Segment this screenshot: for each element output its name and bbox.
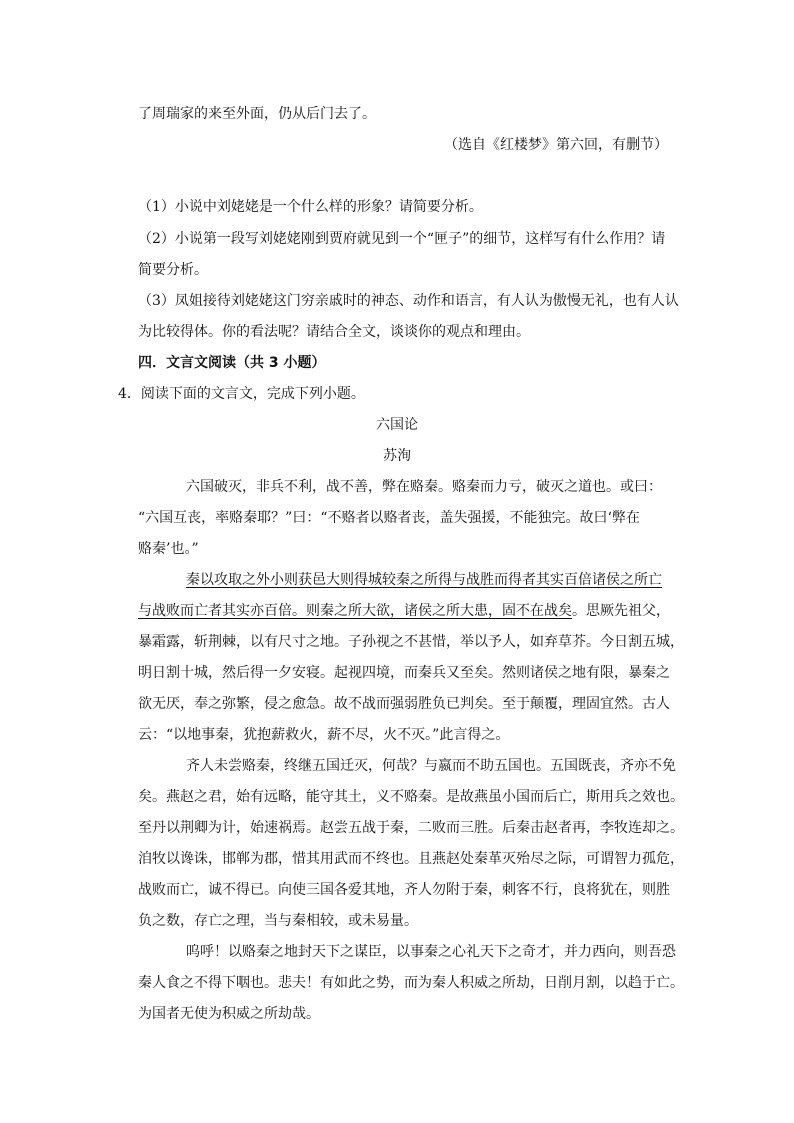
p2-line: 云：“以地事秦，犹抱薪救火，薪不尽，火不灭。”此言得之。 (138, 727, 510, 743)
question-2-line-1: （2）小说第一段写刘姥姥刚到贾府就见到一个“匣子”的细节，这样写有什么作用？请 (138, 231, 666, 247)
p1-line: 六国破灭，非兵不利，战不善，弊在赂秦。赂秦而力亏，破灭之道也。或曰： (186, 479, 662, 495)
p3-line: 战败而亡，诚不得已。向使三国各爱其地，齐人勿附于秦，刺客不行，良将犹在，则胜 (138, 882, 670, 898)
question-2-line-2: 简要分析。 (138, 262, 208, 278)
p2-underlined-line: 秦以攻取之外小则获邑大则得城较秦之所得与战胜而得者其实百倍诸侯之所亡 (186, 572, 662, 588)
p3-line: 至丹以荆卿为计，始速祸焉。赵尝五战于秦，二败而三胜。后秦击赵者再，李牧连却之。 (138, 820, 684, 836)
p3-line: 齐人未尝赂秦，终继五国迁灭，何哉？与嬴而不助五国也。五国既丧，齐亦不免 (186, 758, 676, 774)
p2-line: 明日割十城，然后得一夕安寝。起视四境，而秦兵又至矣。然则诸侯之地有限，暴秦之 (138, 665, 670, 681)
essay-author: 苏洵 (383, 448, 411, 464)
p2-line: 暴霜露，斩荆棘，以有尺寸之地。子孙视之不甚惜，举以予人，如弃草芥。今日割五城， (138, 634, 684, 650)
question-3-line-1: （3）凤姐接待刘姥姥这门穷亲戚时的神态、动作和语言，有人认为傲慢无礼，也有人认 (138, 293, 679, 309)
p4-line: 秦人食之不得下咽也。悲夫！有如此之势，而为秦人积威之所劫，日削月割，以趋于亡。 (138, 975, 684, 991)
essay-title: 六国论 (376, 417, 418, 433)
novel-ending-line: 了周瑞家的来至外面，仍从后门去了。 (138, 106, 376, 122)
section-heading: 四．文言文阅读（共 3 小题） (138, 355, 326, 371)
p3-line: 矣。燕赵之君，始有远略，能守其土，义不赂秦。是故燕虽小国而后亡，斯用兵之效也。 (138, 789, 684, 805)
p2-underlined-segment: 与战败而亡者其实亦百倍。则秦之所大欲，诸侯之所大患，固不在战矣 (138, 603, 572, 619)
question-1: （1）小说中刘姥姥是一个什么样的形象？请简要分析。 (138, 199, 483, 215)
p2-line-rest: 。思厥先祖父， (572, 603, 670, 619)
p3-line: 洎牧以谗诛，邯郸为郡，惜其用武而不终也。且燕赵处秦革灭殆尽之际，可谓智力孤危， (138, 851, 684, 867)
p3-line: 负之数，存亡之理，当与秦相较，或未易量。 (138, 913, 418, 929)
source-citation: （选自《红楼梦》第六回，有删节） (444, 137, 668, 153)
question-3-line-2: 为比较得体。你的看法呢？请结合全文，谈谈你的观点和理由。 (138, 324, 530, 340)
p2-line: 欲无厌，奉之弥繁，侵之愈急。故不战而强弱胜负已判矣。至于颠覆，理固宜然。古人 (138, 696, 670, 712)
p1-line: 赂秦’也。” (138, 541, 199, 557)
p1-line: “六国互丧，率赂秦耶？”曰：“不赂者以赂者丧，盖失强援，不能独完。故曰‘弊在 (138, 510, 640, 526)
p2-line (138, 601, 670, 621)
p4-line: 呜呼！以赂秦之地封天下之谋臣，以事秦之心礼天下之奇才，并力西向，则吾恐 (186, 944, 676, 960)
p4-line: 为国者无使为积威之所劫哉。 (138, 1006, 320, 1022)
item-prompt: 4．阅读下面的文言文，完成下列小题。 (118, 386, 365, 402)
